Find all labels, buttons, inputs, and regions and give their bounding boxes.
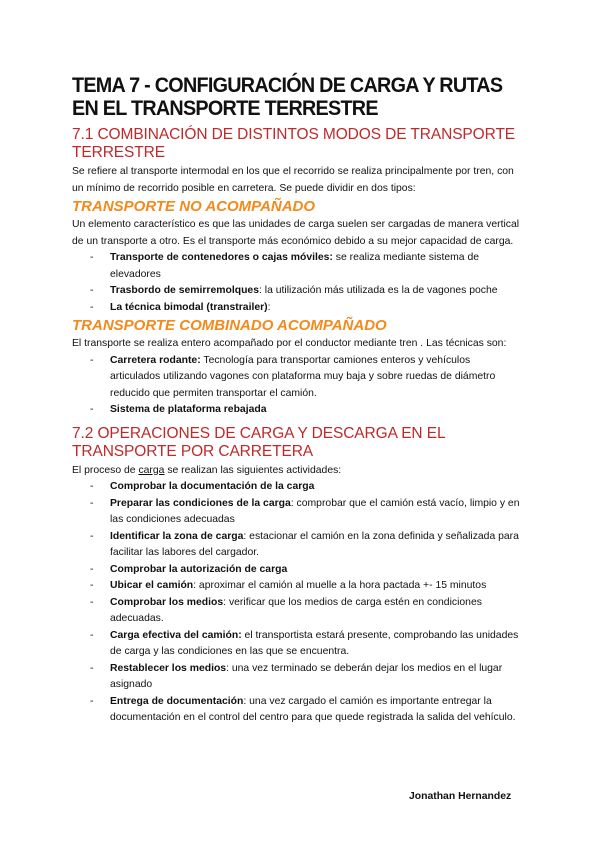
- list-item: - Entrega de documentación: una vez cargado el camión es importante entregar la documentación en el control del centro para que quede registrada la salida del vehículo.: [72, 694, 520, 727]
- author-signature: Jonathan Hernandez: [409, 791, 512, 802]
- list-item: - Comprobar la documentación de la carga: [72, 479, 520, 496]
- list-item: - Restablecer los medios: una vez terminado se deberán dejar los medios en el lugar asignado: [72, 661, 520, 694]
- subsection-no-acompanado-text: Un elemento característico es que las unidades de carga suelen ser cargadas de manera vertical de un transporte a otro. Es el transporte más económico debido a su mejor capacidad de carga.: [72, 219, 520, 247]
- list-item: - Identificar la zona de carga: estacionar el camión en la zona definida y señalizada para facilitar las labores del cargador.: [72, 529, 520, 562]
- list-item: - Comprobar la autorización de carga: [72, 562, 520, 579]
- list-item: - Carga efectiva del camión: el transportista estará presente, comprobando las unidades de carga y las condiciones en las que se encuentra.: [72, 628, 520, 661]
- section-2-heading: 7.2 OPERACIONES DE CARGA Y DESCARGA EN EL TRANSPORTE POR CARRETERA: [72, 424, 445, 460]
- list-item: - Transporte de contenedores o cajas móviles: se realiza mediante sistema de elevadores: [72, 250, 520, 283]
- section-2-intro: El proceso de carga se realizan las siguientes actividades:: [72, 464, 342, 476]
- document-body: [72, 74, 520, 727]
- carga-activities-list: [72, 479, 520, 727]
- subsection-combinado-text: El transporte se realiza entero acompañado por el conductor mediante tren . Las técnicas son:: [72, 338, 507, 349]
- section-1-intro: Se refiere al transporte intermodal en los que el recorrido se realiza principalmente por tren, con un mínimo de recorrido posible en carretera. Se puede dividir en dos tipos:: [72, 166, 514, 194]
- list-item: - La técnica bimodal (transtrailer):: [72, 300, 520, 317]
- subsection-combinado-heading: TRANSPORTE COMBINADO ACOMPAÑADO: [72, 317, 387, 334]
- page-title: TEMA 7 - CONFIGURACIÓN DE CARGA Y RUTAS EN EL TRANSPORTE TERRESTRE: [72, 73, 503, 120]
- no-acompanado-list: [72, 250, 520, 316]
- list-item: - Trasbordo de semirremolques: la utilización más utilizada es la de vagones poche: [72, 283, 520, 300]
- list-item: - Ubicar el camión: aproximar el camión al muelle a la hora pactada +- 15 minutos: [72, 578, 520, 595]
- subsection-no-acompanado-heading: TRANSPORTE NO ACOMPAÑADO: [72, 198, 316, 215]
- section-1-heading: 7.1 COMBINACIÓN DE DISTINTOS MODOS DE TRANSPORTE TERRESTRE: [72, 126, 516, 161]
- list-item: - Carretera rodante: Tecnología para transportar camiones enteros y vehículos articulados utilizando vagones con plataforma muy baja y sobre ruedas de diámetro reducido que permiten transportar el camión.: [72, 353, 520, 403]
- list-item: - Preparar las condiciones de la carga: comprobar que el camión está vacío, limpio y en las condiciones adecuadas: [72, 496, 520, 529]
- combinado-list: [72, 353, 520, 419]
- list-item: - Comprobar los medios: verificar que los medios de carga estén en condiciones adecuadas.: [72, 595, 520, 628]
- list-item: - Sistema de plataforma rebajada: [72, 402, 520, 419]
